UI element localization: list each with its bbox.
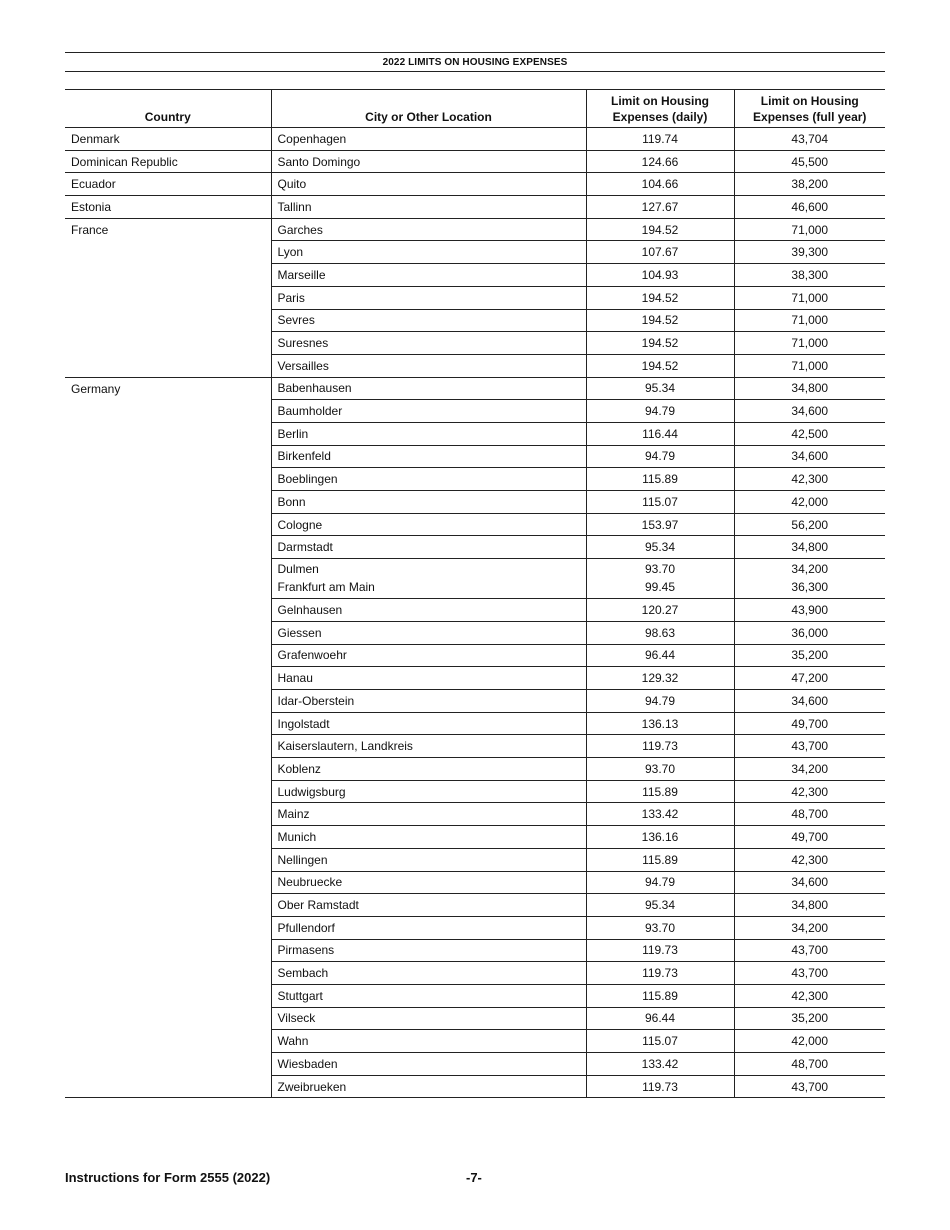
table-row	[65, 377, 885, 400]
daily-limit-cell: 115.89	[586, 848, 734, 871]
city-cell: Ingolstadt	[271, 712, 586, 735]
city-cell: Hanau	[271, 667, 586, 690]
daily-limit-cell: 119.73	[586, 939, 734, 962]
city-cell: Sevres	[271, 309, 586, 332]
header-daily	[586, 90, 734, 128]
full-year-limit-cell: 38,200	[734, 173, 885, 196]
city-cell: Munich	[271, 826, 586, 849]
table-row	[65, 218, 885, 241]
daily-limit-cell: 95.34	[586, 377, 734, 400]
city-cell: Cologne	[271, 513, 586, 536]
full-year-limit-cell: 71,000	[734, 309, 885, 332]
full-year-limit-cell: 34,600	[734, 871, 885, 894]
daily-limit-cell: 98.63	[586, 621, 734, 644]
daily-limit-cell: 194.52	[586, 332, 734, 355]
daily-limit-cell: 115.89	[586, 984, 734, 1007]
daily-limit-cell: 120.27	[586, 599, 734, 622]
daily-limit-cell: 119.74	[586, 128, 734, 151]
header-country: Country	[65, 90, 271, 128]
full-year-limit-cell: 45,500	[734, 150, 885, 173]
daily-limit-cell: 94.79	[586, 400, 734, 423]
city-cell: Dulmen	[271, 559, 586, 577]
daily-limit-cell: 94.79	[586, 871, 734, 894]
city-cell: Stuttgart	[271, 984, 586, 1007]
header-year-line1: Limit on Housing	[760, 94, 859, 108]
daily-limit-cell: 94.79	[586, 690, 734, 713]
city-cell: Baumholder	[271, 400, 586, 423]
city-cell: Nellingen	[271, 848, 586, 871]
table-body	[65, 128, 885, 1098]
full-year-limit-cell: 34,600	[734, 690, 885, 713]
full-year-limit-cell: 56,200	[734, 513, 885, 536]
city-cell: Kaiserslautern, Landkreis	[271, 735, 586, 758]
daily-limit-cell: 96.44	[586, 644, 734, 667]
country-cell: Denmark	[65, 128, 271, 151]
table-row	[65, 128, 885, 151]
daily-limit-cell: 104.93	[586, 264, 734, 287]
city-cell: Quito	[271, 173, 586, 196]
full-year-limit-cell: 43,900	[734, 599, 885, 622]
daily-limit-cell: 93.70	[586, 758, 734, 781]
daily-limit-cell: 194.52	[586, 309, 734, 332]
city-cell: Copenhagen	[271, 128, 586, 151]
full-year-limit-cell: 35,200	[734, 1007, 885, 1030]
city-cell: Marseille	[271, 264, 586, 287]
city-cell: Frankfurt am Main	[271, 576, 586, 599]
daily-limit-cell: 127.67	[586, 196, 734, 219]
city-cell: Berlin	[271, 422, 586, 445]
daily-limit-cell: 115.07	[586, 1030, 734, 1053]
full-year-limit-cell: 34,600	[734, 445, 885, 468]
daily-limit-cell: 95.34	[586, 536, 734, 559]
header-daily-line2: Expenses (daily)	[612, 110, 708, 124]
full-year-limit-cell: 34,200	[734, 559, 885, 577]
full-year-limit-cell: 34,200	[734, 758, 885, 781]
daily-limit-cell: 107.67	[586, 241, 734, 264]
city-cell: Idar-Oberstein	[271, 690, 586, 713]
full-year-limit-cell: 36,000	[734, 621, 885, 644]
full-year-limit-cell: 71,000	[734, 332, 885, 355]
full-year-limit-cell: 71,000	[734, 286, 885, 309]
full-year-limit-cell: 42,300	[734, 780, 885, 803]
daily-limit-cell: 104.66	[586, 173, 734, 196]
daily-limit-cell: 194.52	[586, 354, 734, 377]
full-year-limit-cell: 42,300	[734, 984, 885, 1007]
city-cell: Suresnes	[271, 332, 586, 355]
country-cell: Germany	[65, 377, 271, 1098]
city-cell: Sembach	[271, 962, 586, 985]
footer-page-number: -7-	[466, 1170, 482, 1185]
full-year-limit-cell: 71,000	[734, 354, 885, 377]
daily-limit-cell: 129.32	[586, 667, 734, 690]
daily-limit-cell: 94.79	[586, 445, 734, 468]
daily-limit-cell: 99.45	[586, 576, 734, 599]
city-cell: Babenhausen	[271, 377, 586, 400]
country-cell: Dominican Republic	[65, 150, 271, 173]
city-cell: Santo Domingo	[271, 150, 586, 173]
daily-limit-cell: 136.16	[586, 826, 734, 849]
daily-limit-cell: 115.89	[586, 468, 734, 491]
full-year-limit-cell: 34,800	[734, 536, 885, 559]
footer-form-title: Instructions for Form 2555 (2022)	[65, 1170, 271, 1185]
daily-limit-cell: 194.52	[586, 218, 734, 241]
daily-limit-cell: 119.73	[586, 735, 734, 758]
country-cell: France	[65, 218, 271, 377]
daily-limit-cell: 115.89	[586, 780, 734, 803]
full-year-limit-cell: 48,700	[734, 1053, 885, 1076]
city-cell: Pfullendorf	[271, 916, 586, 939]
city-cell: Birkenfeld	[271, 445, 586, 468]
header-year-line2: Expenses (full year)	[753, 110, 867, 124]
table-title	[65, 52, 885, 72]
header-daily-line1: Limit on Housing	[611, 94, 709, 108]
full-year-limit-cell: 42,000	[734, 491, 885, 514]
city-cell: Versailles	[271, 354, 586, 377]
city-cell: Grafenwoehr	[271, 644, 586, 667]
table-row	[65, 150, 885, 173]
city-cell: Neubruecke	[271, 871, 586, 894]
header-city: City or Other Location	[271, 90, 586, 128]
city-cell: Ober Ramstadt	[271, 894, 586, 917]
daily-limit-cell: 136.13	[586, 712, 734, 735]
full-year-limit-cell: 42,300	[734, 468, 885, 491]
table-row	[65, 196, 885, 219]
daily-limit-cell: 116.44	[586, 422, 734, 445]
city-cell: Vilseck	[271, 1007, 586, 1030]
city-cell: Pirmasens	[271, 939, 586, 962]
daily-limit-cell: 194.52	[586, 286, 734, 309]
full-year-limit-cell: 36,300	[734, 576, 885, 599]
full-year-limit-cell: 49,700	[734, 826, 885, 849]
city-cell: Zweibrueken	[271, 1075, 586, 1098]
country-cell: Ecuador	[65, 173, 271, 196]
city-cell: Mainz	[271, 803, 586, 826]
daily-limit-cell: 93.70	[586, 559, 734, 577]
daily-limit-cell: 115.07	[586, 491, 734, 514]
full-year-limit-cell: 49,700	[734, 712, 885, 735]
full-year-limit-cell: 47,200	[734, 667, 885, 690]
table-title-text: 2022 LIMITS ON HOUSING EXPENSES	[382, 56, 568, 68]
full-year-limit-cell: 42,500	[734, 422, 885, 445]
full-year-limit-cell: 48,700	[734, 803, 885, 826]
full-year-limit-cell: 42,000	[734, 1030, 885, 1053]
city-cell: Wiesbaden	[271, 1053, 586, 1076]
city-cell: Wahn	[271, 1030, 586, 1053]
city-cell: Ludwigsburg	[271, 780, 586, 803]
city-cell: Garches	[271, 218, 586, 241]
full-year-limit-cell: 34,200	[734, 916, 885, 939]
city-cell: Paris	[271, 286, 586, 309]
full-year-limit-cell: 39,300	[734, 241, 885, 264]
full-year-limit-cell: 42,300	[734, 848, 885, 871]
full-year-limit-cell: 46,600	[734, 196, 885, 219]
city-cell: Tallinn	[271, 196, 586, 219]
full-year-limit-cell: 35,200	[734, 644, 885, 667]
city-cell: Giessen	[271, 621, 586, 644]
daily-limit-cell: 133.42	[586, 1053, 734, 1076]
daily-limit-cell: 153.97	[586, 513, 734, 536]
full-year-limit-cell: 43,700	[734, 939, 885, 962]
city-cell: Darmstadt	[271, 536, 586, 559]
table-row	[65, 173, 885, 196]
city-cell: Bonn	[271, 491, 586, 514]
daily-limit-cell: 133.42	[586, 803, 734, 826]
full-year-limit-cell: 43,700	[734, 735, 885, 758]
header-row	[65, 90, 885, 128]
daily-limit-cell: 93.70	[586, 916, 734, 939]
full-year-limit-cell: 43,700	[734, 962, 885, 985]
daily-limit-cell: 124.66	[586, 150, 734, 173]
city-cell: Gelnhausen	[271, 599, 586, 622]
city-cell: Koblenz	[271, 758, 586, 781]
full-year-limit-cell: 38,300	[734, 264, 885, 287]
daily-limit-cell: 119.73	[586, 962, 734, 985]
daily-limit-cell: 119.73	[586, 1075, 734, 1098]
housing-limits-table	[65, 89, 885, 1098]
full-year-limit-cell: 34,800	[734, 377, 885, 400]
city-cell: Lyon	[271, 241, 586, 264]
city-cell: Boeblingen	[271, 468, 586, 491]
full-year-limit-cell: 43,700	[734, 1075, 885, 1098]
full-year-limit-cell: 43,704	[734, 128, 885, 151]
full-year-limit-cell: 34,600	[734, 400, 885, 423]
country-cell: Estonia	[65, 196, 271, 219]
full-year-limit-cell: 34,800	[734, 894, 885, 917]
daily-limit-cell: 96.44	[586, 1007, 734, 1030]
daily-limit-cell: 95.34	[586, 894, 734, 917]
full-year-limit-cell: 71,000	[734, 218, 885, 241]
header-full-year	[734, 90, 885, 128]
